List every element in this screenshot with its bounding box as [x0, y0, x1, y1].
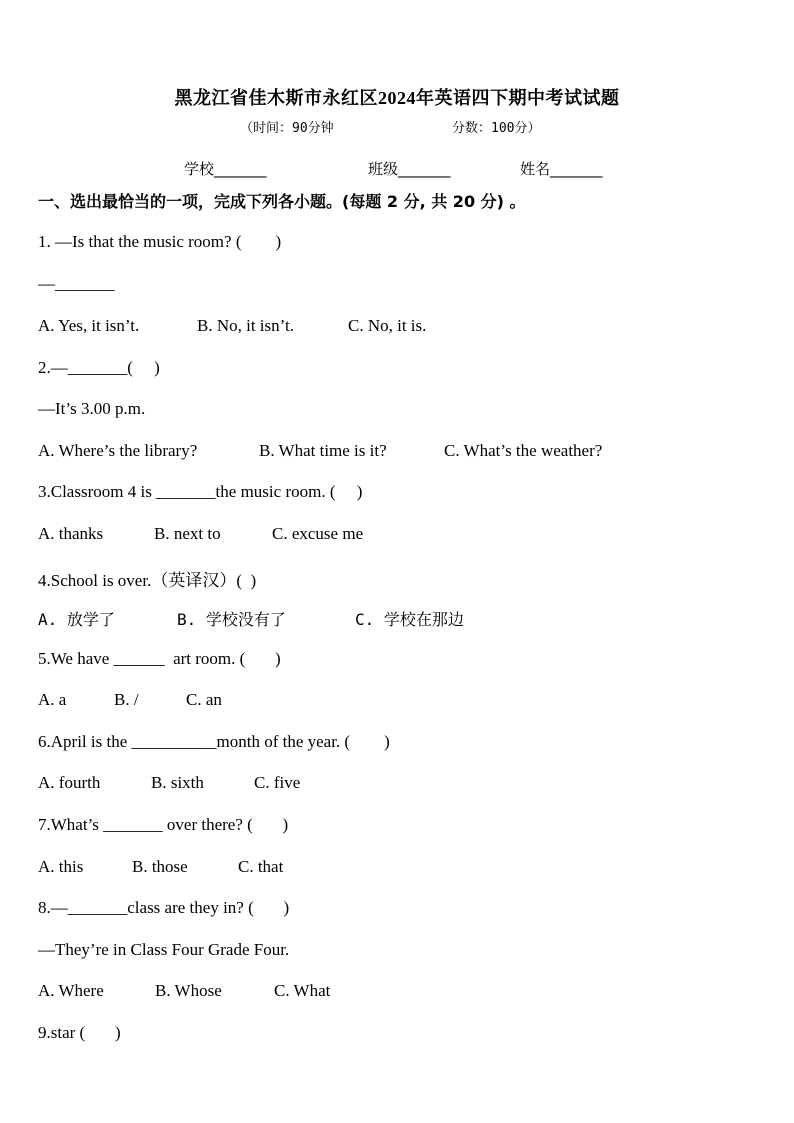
question-3-stem: 3.Classroom 4 is _______the music room. ( )	[38, 482, 363, 501]
question-1-option-b: B. No, it isn’t.	[197, 316, 294, 335]
question-5-option-c: C. an	[186, 690, 222, 709]
question-7-option-c: C. that	[238, 857, 284, 876]
question-6-option-b: B. sixth	[151, 773, 204, 792]
question-8-stem: 8.—_______class are they in? ( )	[38, 898, 290, 917]
page-title: 黑龙江省佳木斯市永红区2024年英语四下期中考试试题	[174, 88, 620, 108]
question-1-option-c: C. No, it is.	[348, 316, 427, 335]
section-heading: 一、选出最恰当的一项，完成下列各小题。(每题 2 分, 共 20 分) 。	[38, 192, 526, 211]
question-4-option-c: C. 学校在那边	[355, 610, 464, 629]
question-2-option-b: B. What time is it?	[259, 441, 387, 460]
question-5-option-a: A. a	[38, 690, 67, 709]
question-6-option-c: C. five	[254, 773, 301, 792]
question-8-reply: —They’re in Class Four Grade Four.	[38, 940, 290, 959]
exam-score: 分数：100分）	[452, 121, 541, 136]
question-9-stem: 9.star ( )	[38, 1023, 121, 1042]
name-field: 姓名_______	[520, 160, 603, 178]
question-4-stem: 4.School is over.（英译汉）( )	[38, 571, 257, 590]
question-3-option-c: C. excuse me	[272, 524, 364, 543]
question-3-option-b: B. next to	[154, 524, 221, 543]
question-7-option-b: B. those	[132, 857, 188, 876]
question-5-stem: 5.We have ______ art room. ( )	[38, 649, 281, 668]
question-4-option-a: A. 放学了	[38, 610, 115, 629]
question-5-option-b: B. /	[114, 690, 139, 709]
exam-time: （时间：90分钟	[240, 121, 334, 136]
question-6-stem: 6.April is the __________month of the year. ( )	[38, 732, 390, 751]
question-3-option-a: A. thanks	[38, 524, 104, 543]
question-1-stem: 1. —Is that the music room? ( )	[38, 232, 282, 251]
class-field: 班级_______	[368, 160, 451, 178]
question-8-option-c: C. What	[274, 981, 331, 1000]
school-field: 学校_______	[184, 160, 267, 178]
question-1-option-a: A. Yes, it isn’t.	[38, 316, 140, 335]
question-2-stem: 2.—_______( )	[38, 358, 160, 377]
question-2-reply: —It’s 3.00 p.m.	[38, 399, 146, 418]
question-1-reply: —_______	[38, 274, 115, 293]
question-7-option-a: A. this	[38, 857, 84, 876]
question-2-option-a: A. Where’s the library?	[38, 441, 198, 460]
question-6-option-a: A. fourth	[38, 773, 101, 792]
question-2-option-c: C. What’s the weather?	[444, 441, 603, 460]
question-8-option-a: A. Where	[38, 981, 104, 1000]
question-8-option-b: B. Whose	[155, 981, 222, 1000]
question-4-option-b: B. 学校没有了	[177, 610, 286, 629]
question-7-stem: 7.What’s _______ over there? ( )	[38, 815, 289, 834]
